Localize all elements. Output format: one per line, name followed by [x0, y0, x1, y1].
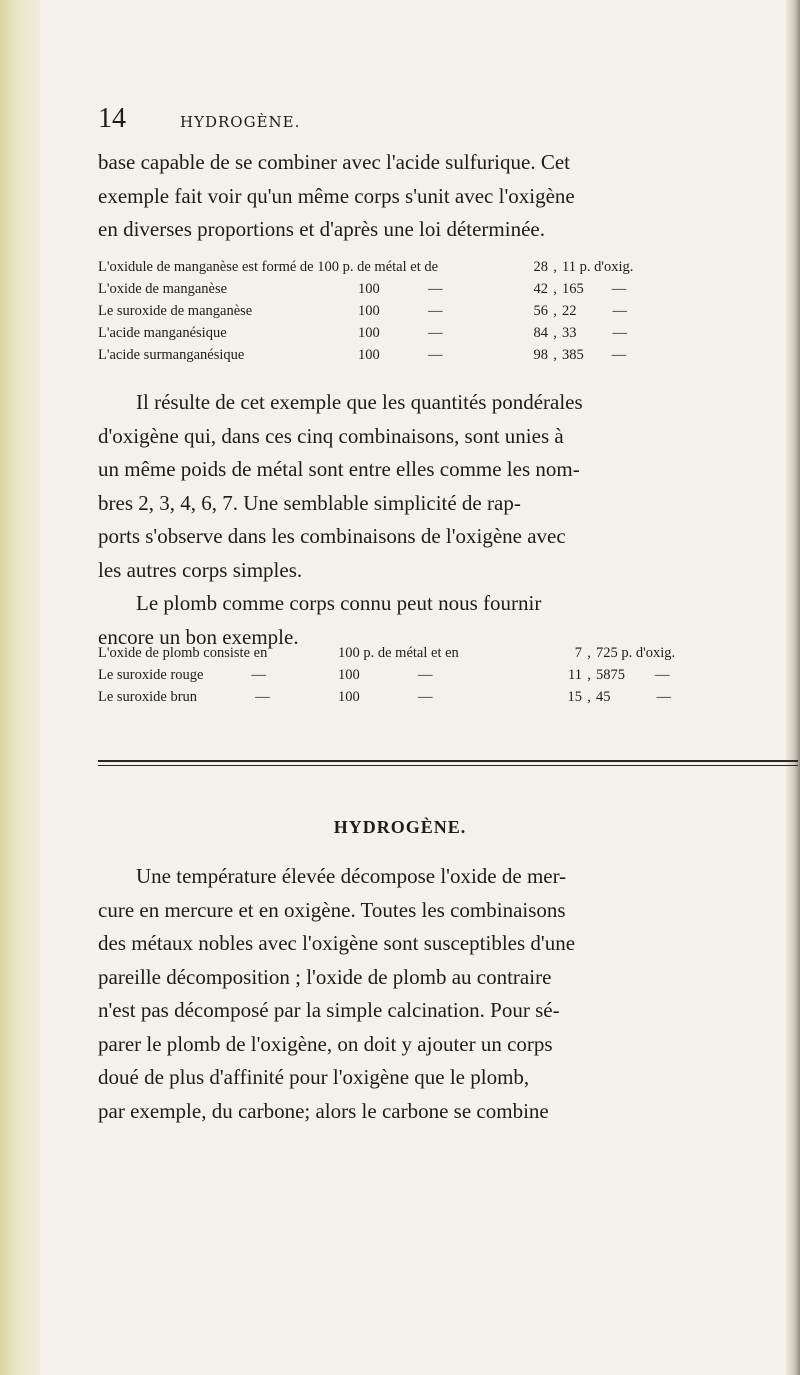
text-line: un même poids de métal sont entre elles comme les nom-	[98, 457, 580, 481]
book-gutter	[0, 0, 40, 1375]
running-title: HYDROGÈNE.	[180, 113, 301, 131]
row-dash: —	[428, 346, 443, 363]
text-line: d'oxigène qui, dans ces cinq combinaisons, sont unies à	[98, 423, 564, 448]
table-row: L'oxidule de manganèse est formé de 100 p. de métal et de 28 , 11 p. d'oxig.	[98, 256, 672, 278]
row-metal: 100 p. de métal et en	[338, 644, 459, 661]
table-row: Le suroxide rouge — 100 — 11 , 5875 —	[98, 664, 746, 686]
row-metal: 100 p. de métal et de	[317, 258, 439, 275]
row-sep: —	[251, 666, 266, 683]
row-tail: —	[612, 324, 627, 341]
row-whole: 42	[533, 280, 548, 297]
row-frac: 725 p. d'oxig.	[596, 644, 676, 661]
row-frac: 22	[562, 302, 577, 319]
table-row: L'oxide de plomb consiste en 100 p. de métal et en 7 , 725 p. d'oxig.	[98, 642, 746, 664]
row-whole: 7	[574, 644, 582, 661]
text-line: ports s'observe dans les combinaisons de l'oxigène avec	[98, 524, 566, 548]
table-row: Le suroxide brun — 100 — 15 , 45 —	[98, 686, 746, 708]
row-dash: —	[428, 302, 443, 319]
row-whole: 84	[533, 324, 548, 341]
row-dash: —	[428, 280, 443, 297]
text-line: Le plomb comme corps connu peut nous fournir	[136, 591, 542, 615]
intro-paragraph	[98, 146, 798, 247]
lead-table	[98, 642, 746, 708]
row-metal: 100	[338, 666, 360, 683]
text-line: pareille décomposition ; l'oxide de plomb au contraire	[98, 964, 552, 989]
row-frac: 385	[562, 346, 584, 363]
table-row: L'acide manganésique 100 — 84 , 33 —	[98, 322, 672, 344]
text-line: parer le plomb de l'oxigène, on doit y ajouter un corps	[98, 1031, 553, 1056]
row-frac: 45	[596, 688, 611, 705]
row-metal: 100	[358, 280, 380, 297]
page-header	[98, 103, 788, 139]
row-dash: —	[418, 666, 433, 683]
row-tail: —	[611, 346, 627, 363]
text-line: bres 2, 3, 4, 6, 7. Une semblable simplicité de rap-	[98, 490, 521, 515]
row-frac: 5875	[596, 666, 625, 683]
row-whole: 56	[533, 302, 548, 319]
manganese-table	[98, 256, 672, 366]
row-tail: —	[656, 688, 671, 705]
row-whole: 11	[568, 666, 582, 683]
text-line: doué de plus d'affinité pour l'oxigène que le plomb,	[98, 1065, 530, 1089]
text-line: Une température élevée décompose l'oxide de mer-	[136, 864, 567, 888]
text-line: cure en mercure et en oxigène. Toutes les combinaisons	[98, 897, 566, 922]
text-line: n'est pas décomposé par la simple calcination. Pour sé-	[98, 998, 560, 1022]
book-page	[40, 0, 786, 1375]
row-label: L'oxide de manganèse	[98, 280, 228, 297]
row-label: L'acide surmanganésique	[98, 346, 245, 363]
text-line: les autres corps simples.	[98, 557, 303, 582]
row-whole: 28	[533, 258, 548, 275]
text-line: des métaux nobles avec l'oxigène sont susceptibles d'une	[98, 931, 576, 955]
table-row: L'acide surmanganésique 100 — 98 , 385 —	[98, 344, 672, 366]
row-label: L'acide manganésique	[98, 324, 227, 341]
row-metal: 100	[358, 324, 380, 341]
text-line: exemple fait voir qu'un même corps s'unit avec l'oxigène	[98, 183, 575, 208]
row-whole: 98	[533, 346, 548, 363]
row-whole: 15	[567, 688, 582, 705]
row-tail: —	[611, 280, 627, 297]
row-metal: 100	[338, 688, 360, 705]
row-sep: —	[255, 688, 270, 705]
row-dash: —	[418, 688, 433, 705]
table-row: Le suroxide de manganèse 100 — 56 , 22 —	[98, 300, 672, 322]
section-title: HYDROGÈNE.	[333, 817, 467, 837]
row-metal: 100	[358, 302, 380, 319]
hydrogen-paragraph	[98, 860, 798, 1128]
text-line: base capable de se combiner avec l'acide sulfurique. Cet	[98, 150, 570, 174]
result-paragraph	[98, 386, 798, 654]
row-label: Le suroxide de manganèse	[98, 302, 253, 319]
row-frac: 165	[562, 280, 584, 297]
row-metal: 100	[358, 346, 380, 363]
row-frac: 11 p. d'oxig.	[562, 258, 634, 275]
page-number: 14	[98, 103, 126, 134]
section-divider	[98, 760, 798, 766]
row-label: Le suroxide brun	[98, 688, 198, 705]
text-line: Il résulte de cet exemple que les quantités pondérales	[136, 390, 583, 414]
row-label: L'oxide de plomb consiste en	[98, 644, 268, 661]
text-line: par exemple, du carbone; alors le carbone se combine	[98, 1098, 549, 1123]
row-frac: 33	[562, 324, 577, 341]
row-label: Le suroxide rouge	[98, 666, 204, 683]
row-tail: —	[655, 666, 670, 683]
row-tail: —	[612, 302, 627, 319]
row-label: L'oxidule de manganèse est formé de	[98, 258, 314, 275]
row-dash: —	[428, 324, 443, 341]
table-row: L'oxide de manganèse 100 — 42 , 165 —	[98, 278, 672, 300]
text-line: encore un bon exemple.	[98, 624, 299, 649]
text-line: en diverses proportions et d'après une loi déterminée.	[98, 217, 545, 241]
